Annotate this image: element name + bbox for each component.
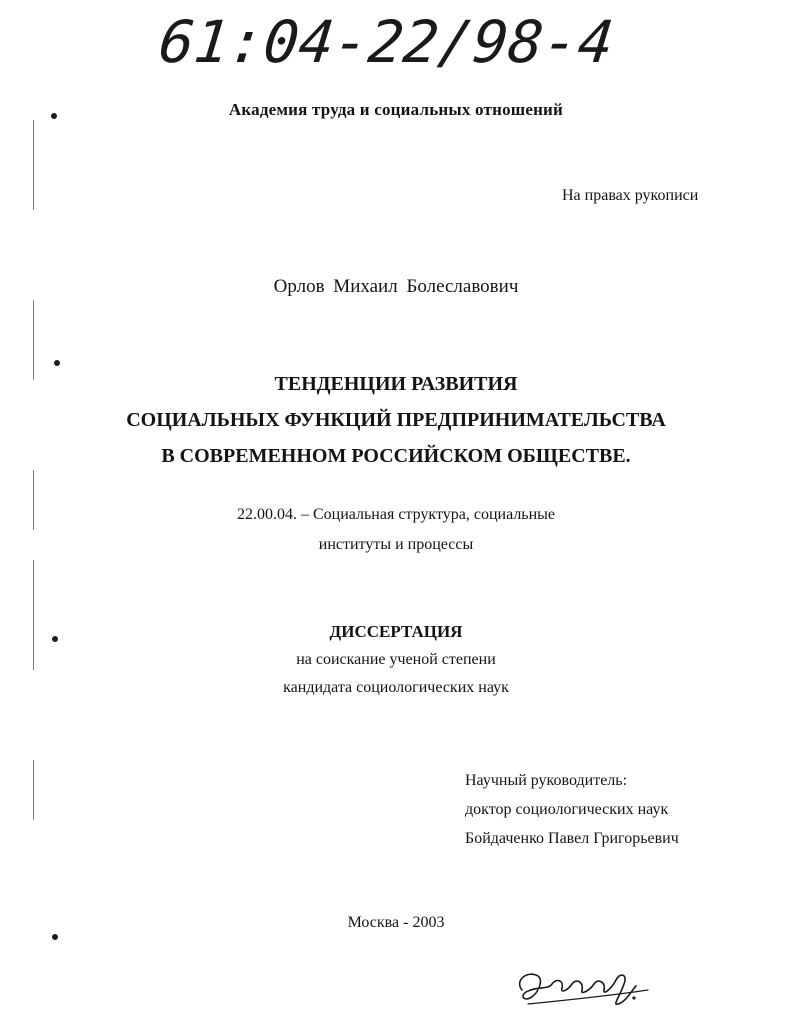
author-signature bbox=[508, 960, 668, 1020]
scan-edge-mark-3 bbox=[33, 470, 34, 530]
institution-name: Академия труда и социальных отношений bbox=[228, 100, 564, 119]
city-year: Москва - 2003 bbox=[347, 914, 445, 931]
author-name: Орлов Михаил Болеславович bbox=[273, 276, 519, 297]
handwritten-code-svg bbox=[150, 6, 630, 76]
binding-dot-2 bbox=[54, 360, 60, 366]
handwritten-archive-code bbox=[150, 6, 630, 76]
degree-block bbox=[0, 618, 792, 702]
scan-edge-mark-1 bbox=[33, 120, 34, 210]
title-line-1: ТЕНДЕНЦИИ РАЗВИТИЯ bbox=[274, 373, 518, 395]
title-line-2: СОЦИАЛЬНЫХ ФУНКЦИЙ ПРЕДПРИНИМАТЕЛЬСТВА bbox=[126, 409, 666, 431]
supervisor-block bbox=[465, 766, 679, 853]
supervisor-degree: доктор социологических наук bbox=[465, 801, 669, 818]
binding-dot-3 bbox=[52, 636, 58, 642]
specialty-line-1: 22.00.04. – Социальная структура, социальные bbox=[236, 506, 556, 523]
binding-dot-4 bbox=[52, 934, 58, 940]
degree-line-1: на соискание ученой степени bbox=[296, 651, 496, 668]
supervisor-label: Научный руководитель: bbox=[465, 772, 628, 789]
document-type-title: ДИССЕРТАЦИЯ bbox=[329, 622, 463, 641]
manuscript-rights-note: На правах рукописи bbox=[562, 187, 699, 204]
scan-edge-mark-2 bbox=[33, 300, 34, 380]
signature-icon bbox=[508, 960, 668, 1020]
dissertation-title bbox=[0, 366, 792, 474]
handwritten-code-text: 61:04-22/98-4 bbox=[155, 8, 617, 76]
degree-line-2: кандидата социологических наук bbox=[283, 679, 509, 696]
supervisor-name: Бойдаченко Павел Григорьевич bbox=[465, 830, 679, 847]
specialty-code bbox=[0, 500, 792, 560]
scan-edge-mark-5 bbox=[33, 760, 34, 820]
title-line-3: В СОВРЕМЕННОМ РОССИЙСКОМ ОБЩЕСТВЕ. bbox=[161, 445, 631, 467]
specialty-line-2: институты и процессы bbox=[318, 536, 474, 553]
binding-dot-1 bbox=[51, 113, 57, 119]
scan-edge-mark-4 bbox=[33, 560, 34, 670]
